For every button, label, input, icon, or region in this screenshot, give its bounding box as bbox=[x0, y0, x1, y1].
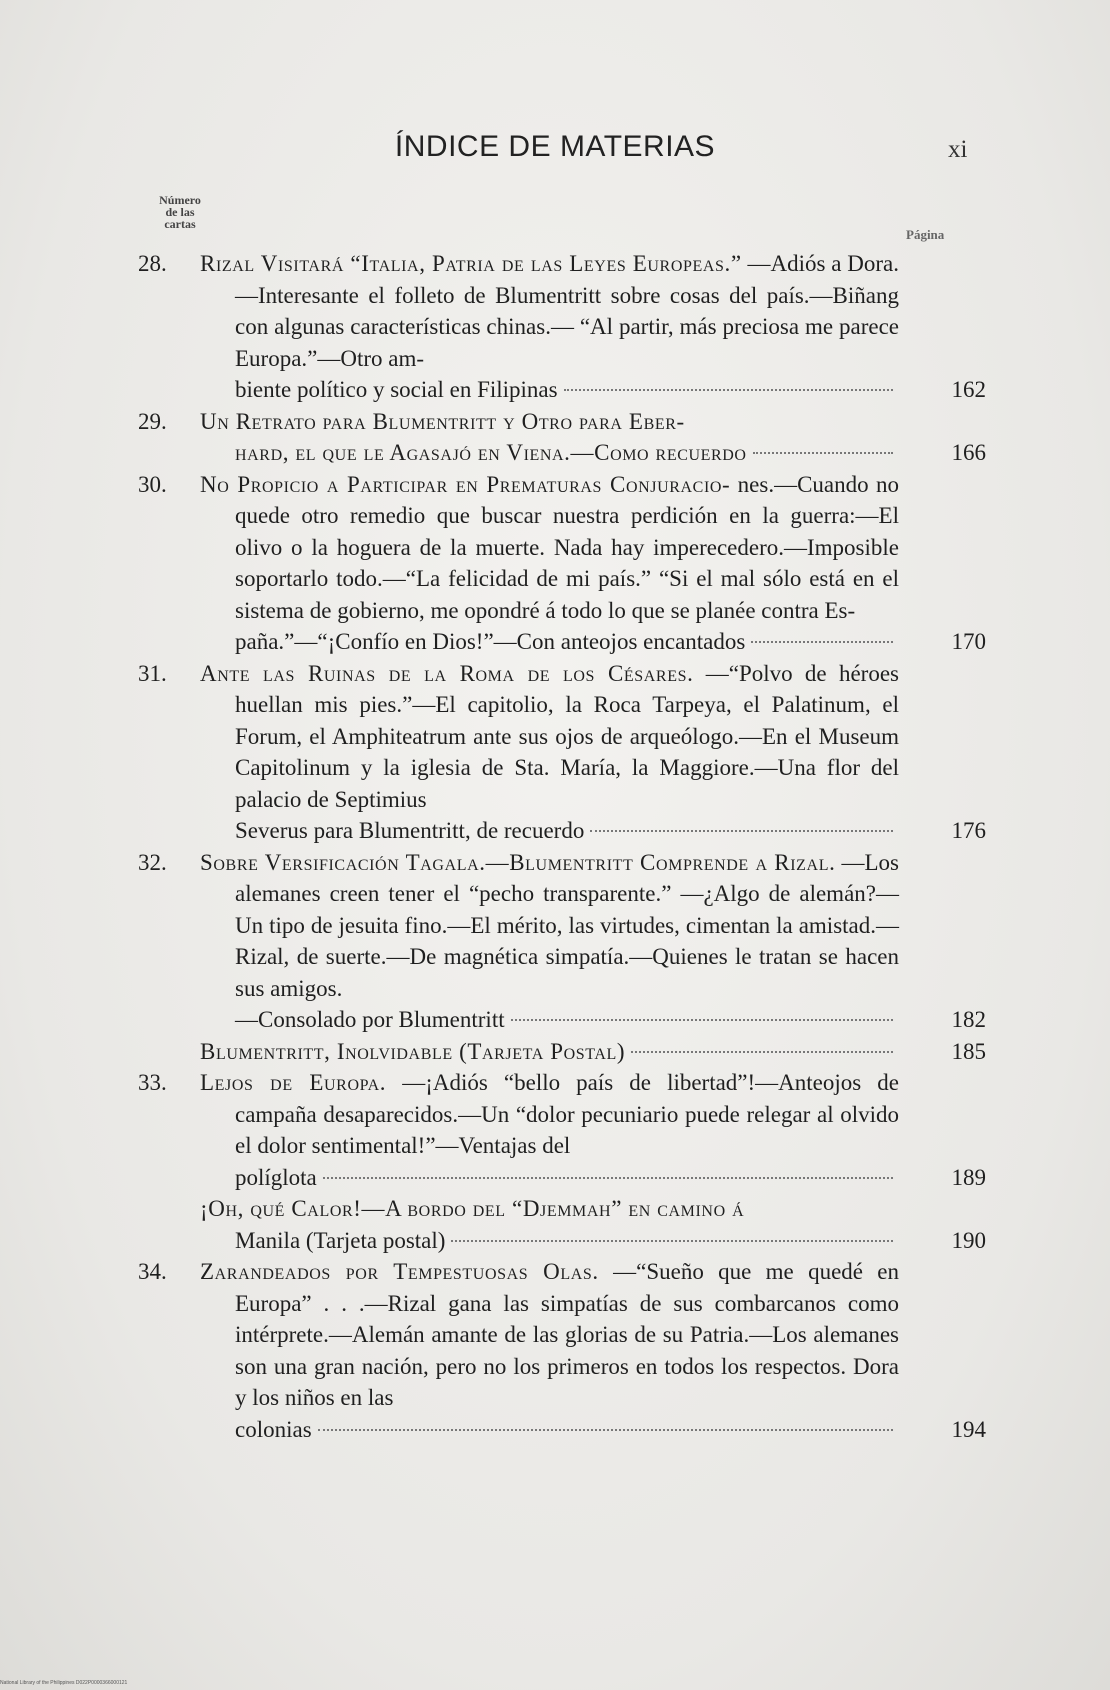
entry-leader-line bbox=[200, 1036, 899, 1068]
entry-number: 28. bbox=[138, 251, 167, 276]
header-left-line: cartas bbox=[164, 217, 196, 231]
entry-body bbox=[200, 1256, 900, 1414]
entry-page-number: 194 bbox=[951, 1416, 986, 1442]
entry-body: ¡Oh, qué Calor!—A bordo del “Djemmah” en camino á bbox=[200, 1196, 745, 1221]
entry-heading: Un Retrato para Blumentritt y Otro para Eber- bbox=[200, 408, 685, 434]
toc-entry bbox=[0, 469, 1110, 658]
entry-text: —Adiós a Dora.—Interesante el folleto de Blumentritt sobre cosas del país.—Biñang con algunas características chinas.— “Al partir, más preciosa me parece Europa.”—Otro am- bbox=[235, 251, 900, 371]
entry-last-line: Manila (Tarjeta postal) bbox=[235, 1227, 446, 1253]
entry-page-number: 166 bbox=[951, 440, 986, 465]
table-of-contents bbox=[0, 248, 1110, 1445]
entry-leader-line bbox=[235, 626, 899, 658]
page-folio: xi bbox=[948, 136, 968, 163]
dot-leader bbox=[318, 1429, 893, 1431]
entry-body bbox=[200, 1067, 900, 1162]
entry-last-line: —Consolado por Blumentritt bbox=[235, 1007, 505, 1032]
entry-last-line: políglota bbox=[235, 1164, 317, 1190]
entry-leader-line bbox=[235, 374, 899, 406]
entry-number: 33. bbox=[138, 1070, 167, 1095]
column-header-left bbox=[140, 194, 220, 230]
entry-number: 31. bbox=[138, 660, 167, 686]
toc-entry bbox=[0, 248, 1110, 406]
entry-text: —“Sueño que me quedé en Europa” . . .—Rizal gana las simpatías de sus combarcanos como intérprete.—Alemán amante de las glorias de su Patria.—Los alemanes son una gran nación, pero no los primeros en todos los respectos. Dora y los niños en las bbox=[235, 1259, 900, 1410]
toc-entry bbox=[0, 847, 1110, 1036]
toc-entry bbox=[0, 406, 1110, 469]
entry-page-number: 189 bbox=[951, 1164, 986, 1190]
entry-page-number: 182 bbox=[951, 1007, 986, 1032]
toc-entry-postcard bbox=[0, 1193, 1110, 1256]
header-left-line: Número bbox=[159, 193, 201, 207]
toc-entry bbox=[0, 658, 1110, 847]
entry-heading: Zarandeados por Tempestuosas Olas. bbox=[200, 1259, 599, 1284]
entry-body bbox=[200, 406, 899, 438]
entry-page-number: 185 bbox=[951, 1038, 986, 1064]
entry-page-number: 162 bbox=[951, 377, 986, 402]
dot-leader bbox=[631, 1051, 893, 1053]
dot-leader bbox=[323, 1177, 893, 1179]
entry-heading: Rizal Visitará “Italia, Patria de las Leyes Europeas.” bbox=[200, 251, 742, 276]
entry-leader-line bbox=[235, 1162, 899, 1194]
toc-entry bbox=[0, 1256, 1110, 1445]
entry-text: nes.—Cuando no quede otro remedio que buscar nuestra perdición en la guerra:—El olivo o la hoguera de la muerte. Nada hay imperecedero.—Imposible soportarlo todo.—“La felicidad de mi país.” “Si el mal sólo está en el sistema de gobierno, me opondré á todo lo que se planée contra Es- bbox=[235, 471, 899, 623]
entry-body bbox=[200, 248, 900, 374]
dot-leader bbox=[564, 389, 893, 391]
entry-leader-line bbox=[235, 1004, 899, 1036]
entry-body bbox=[200, 469, 899, 627]
entry-last-line: Severus para Blumentritt, de recuerdo bbox=[235, 818, 585, 843]
entry-leader-line bbox=[235, 815, 899, 847]
dot-leader bbox=[590, 830, 893, 832]
scan-footer: National Library of the Philippines D022P0000366000121 bbox=[0, 1680, 128, 1686]
entry-heading: Ante las Ruinas de la Roma de los Césares. bbox=[200, 660, 694, 686]
entry-last-line: paña.”—“¡Confío en Dios!”—Con anteojos encantados bbox=[235, 629, 746, 654]
header-left-line: de las bbox=[165, 205, 195, 219]
entry-last-line: colonias bbox=[235, 1416, 312, 1442]
entry-leader-line bbox=[235, 1225, 899, 1257]
entry-text: —¡Adiós “bello país de libertad”!—Anteojos de campaña desaparecidos.—Un “dolor pecuniario puede relegar al olvido el dolor sentimental!”—Ventajas del bbox=[235, 1070, 900, 1158]
entry-leader-line bbox=[235, 437, 899, 469]
entry-page-number: 176 bbox=[951, 818, 986, 843]
dot-leader bbox=[751, 641, 893, 643]
entry-number: 29. bbox=[138, 408, 167, 434]
entry-last-line: Blumentritt, Inolvidable (Tarjeta Postal) bbox=[200, 1038, 626, 1064]
entry-last-line: biente político y social en Filipinas bbox=[235, 377, 558, 402]
entry-heading: Lejos de Europa. bbox=[200, 1070, 387, 1095]
entry-body bbox=[200, 847, 899, 1005]
entry-heading: No Propicio a Participar en Prematuras Conjuracio- bbox=[200, 471, 731, 497]
entry-number: 32. bbox=[138, 849, 167, 875]
dot-leader bbox=[511, 1019, 893, 1021]
entry-leader-line bbox=[235, 1414, 899, 1446]
toc-entry bbox=[0, 1067, 1110, 1193]
dot-leader bbox=[753, 452, 893, 454]
entry-text: —Los alemanes creen tener el “pecho transparente.” —¿Algo de alemán?—Un tipo de jesuita fino.—El mérito, las virtudes, cimentan la amistad.—Rizal, de suerte.—De magnética simpatía.—Quienes le tratan se hacen sus amigos. bbox=[235, 849, 899, 1001]
entry-last-line: hard, el que le Agasajó en Viena.—Como recuerdo bbox=[235, 440, 747, 465]
entry-number: 34. bbox=[138, 1259, 167, 1284]
entry-page-number: 190 bbox=[951, 1227, 986, 1253]
entry-body bbox=[200, 658, 899, 816]
entry-text: —“Polvo de héroes huellan mis pies.”—El capitolio, la Roca Tarpeya, el Palatinum, el Forum, el Amphiteatrum ante sus ojos de arqueólogo.—En el Museum Capitolinum y la iglesia de Sta. María, la Maggiore.—Una flor del palacio de Septimius bbox=[235, 660, 899, 812]
page-title: ÍNDICE DE MATERIAS bbox=[394, 130, 716, 163]
entry-number: 30. bbox=[138, 471, 167, 497]
toc-entry-postcard bbox=[0, 1036, 1110, 1068]
entry-page-number: 170 bbox=[951, 629, 986, 654]
column-header-right: Página bbox=[906, 227, 945, 242]
entry-heading: Sobre Versificación Tagala.—Blumentritt Comprende a Rizal. bbox=[200, 849, 836, 875]
dot-leader bbox=[451, 1240, 893, 1242]
